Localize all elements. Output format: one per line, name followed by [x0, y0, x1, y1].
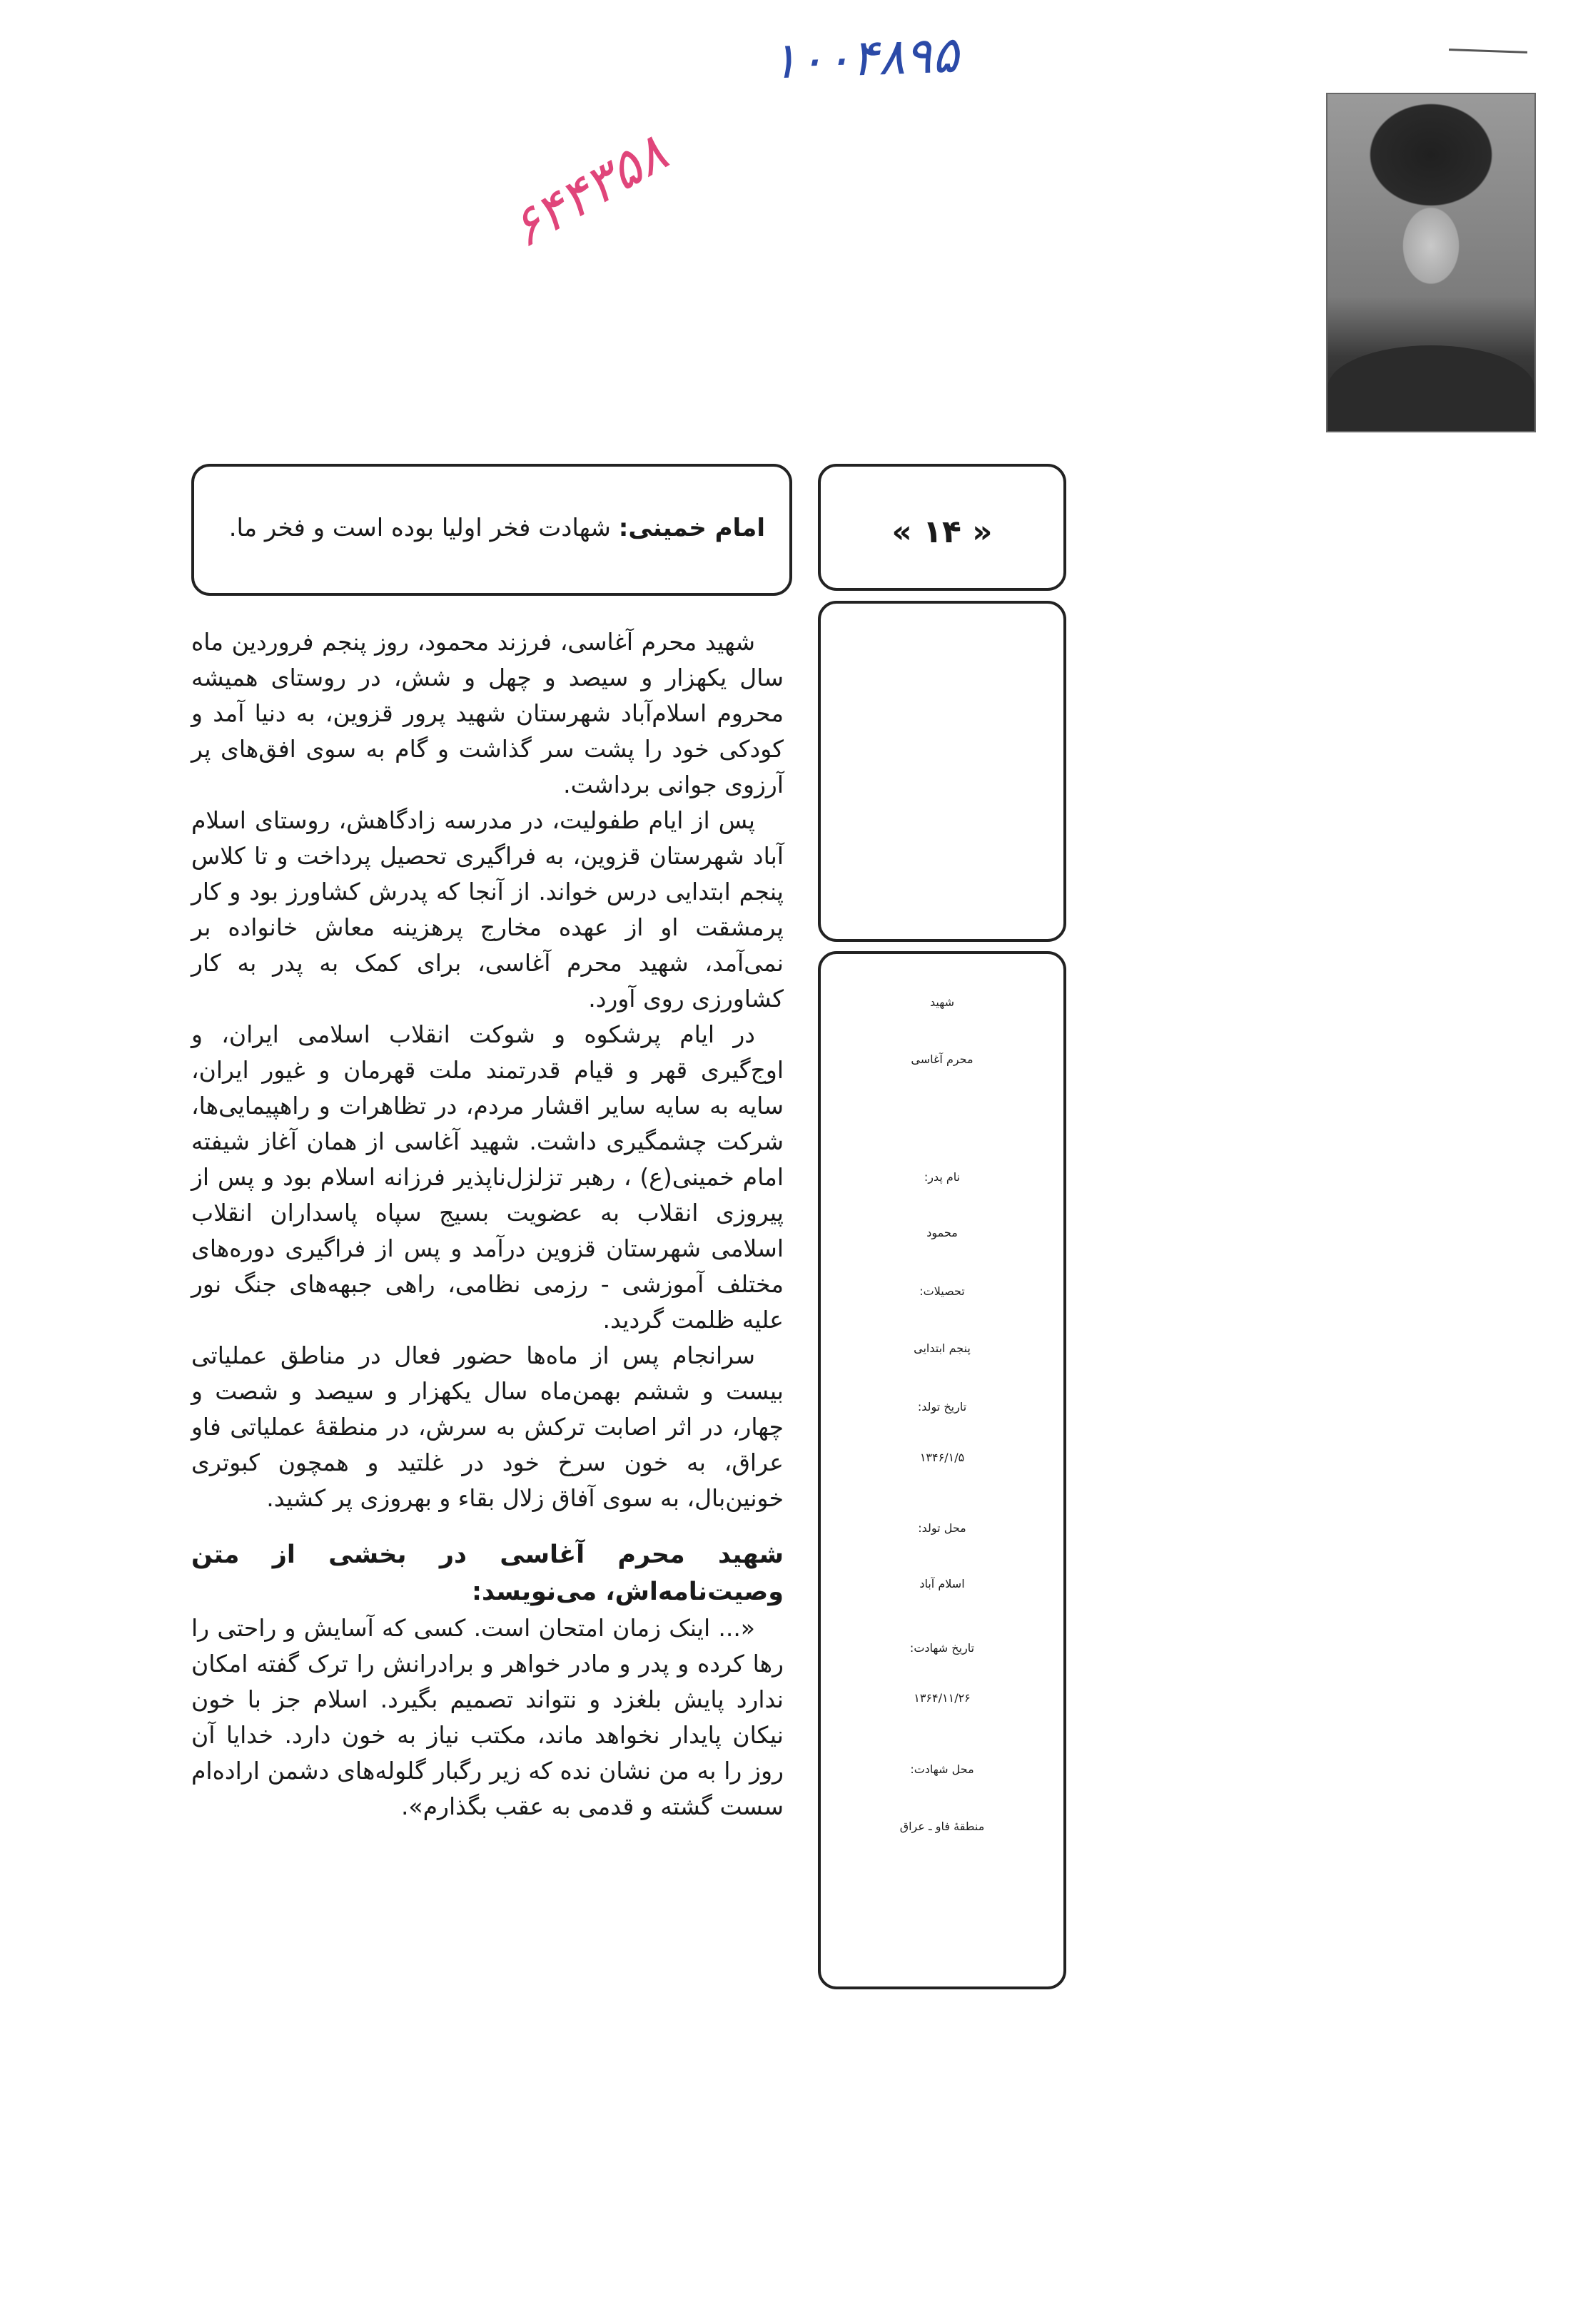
quote-speaker: امام خمینی: [618, 514, 765, 542]
biography-paragraph-4: سرانجام پس از ماه‌ها حضور فعال در مناطق عملیاتی بیست و ششم بهمن‌ماه سال یکهزار و سیصد و شصت و چهار، در اثر اصابت ترکش به سرش، در منطقهٔ عملیاتی فاو عراق، به خون سرخ خود در غلتید و همچون کبوتری خونین‌بال، به سوی آفاق زلال بقاء و بهروزی پر کشید. [191, 1341, 784, 1512]
khomeini-quote [229, 514, 765, 542]
father-value: محمود [926, 1226, 958, 1239]
birth-place-label: محل تولد: [918, 1521, 966, 1535]
martyrdom-date-value: ۱۳۶۴/۱۱/۲۶ [914, 1691, 971, 1705]
will-text: «... اینک زمان امتحان است. کسی که آسایش و راحتی را رها کرده و پدر و مادر خواهر و برادرانش را ترک گفته امکان ندارد پایش بلغزد و نتواند تصمیم بگیرد. اسلام جز با خون نیکان پایدار نخواهد ماند، مکتب نیاز به خون دارد. خدایا آن روز را به من نشان نده که زیر رگبار گلوله‌های دشمن اراده‌ام سست گشته و قدمی به عقب بگذارم». [191, 1614, 784, 1820]
handwritten-blue-number: ۱۰۰۴۸۹۵ [769, 25, 960, 91]
info-title-line2: محرم آغاسی [911, 1052, 974, 1066]
martyrdom-date-label: تاریخ شهادت: [909, 1641, 975, 1655]
will-heading: شهید محرم آغاسی در بخشی از متن وصیت‌نامه‌اش، می‌نویسد: [191, 1541, 784, 1606]
quote-body: شهادت فخر اولیا بوده است و فخر ما. [228, 514, 619, 542]
empty-side-box [818, 601, 1066, 942]
biography-text [191, 624, 784, 1825]
info-box [818, 951, 1066, 1989]
handwritten-red-number: ۶۴۴۳۵۸ [500, 121, 678, 260]
education-value: پنجم ابتدایی [914, 1341, 971, 1355]
biography-paragraph-3: در ایام پرشکوه و شوکت انقلاب اسلامی ایران، و اوج‌گیری قهر و قیام قدرتمند ملت قهرمان و غیور ایران، سایه به سایه سایر اقشار مردم، در تظاهرات و راهپیمایی‌ها، شرکت چشمگیری داشت. شهید آغاسی از همان آغاز شیفته امام خمینی(ع) ، رهبر تزلزل‌ناپذیر فرزانه اسلام بود و پس از پیروزی انقلاب به عضویت بسیج سپاه پاسداران انقلاب اسلامی شهرستان قزوین درآمد و پس از فراگیری دوره‌های مختلف آموزشی - رزمی نظامی، راهی جبهه‌های جنگ نور علیه ظلمت گردید. [191, 1020, 784, 1334]
entry-number: « ۱۴ » [891, 514, 993, 550]
corner-divider [1449, 49, 1527, 54]
biography-paragraph-1: شهید محرم آغاسی، فرزند محمود، روز پنجم فروردین ماه سال یکهزار و سیصد و چهل و شش، در روستای همیشه محروم اسلام‌آباد شهرستان شهید پرور قزوین، به دنیا آمد و کودکی خود را پشت سر گذاشت و گام به سوی افق‌های پر آرزوی جوانی برداشت. [191, 628, 784, 798]
birth-place-value: اسلام آباد [919, 1577, 965, 1590]
martyr-portrait-photo [1326, 93, 1536, 432]
portrait-shirt [1328, 345, 1534, 431]
education-label: تحصیلات: [919, 1284, 965, 1298]
martyrdom-place-label: محل شهادت: [910, 1762, 974, 1776]
birth-date-label: تاریخ تولد: [917, 1400, 967, 1414]
info-title-line1: شهید [929, 995, 954, 1009]
biography-paragraph-2: پس از ایام طفولیت، در مدرسه زادگاهش، روستای اسلام آباد شهرستان قزوین، به فراگیری تحصیل پرداخت و تا کلاس پنجم ابتدایی درس خواند. از آنجا که پدرش کشاورز بود و کار پرمشقت او از عهده مخارج پرهزینه معاش خانواده بر نمی‌آمد، شهید محرم آغاسی، برای کمک به پدر به کار کشاورزی روی آورد. [191, 806, 784, 1013]
father-label: نام پدر: [924, 1170, 961, 1184]
martyrdom-place-value: منطقهٔ فاو ـ عراق [899, 1820, 985, 1833]
birth-date-value: ۱۳۴۶/۱/۵ [919, 1451, 965, 1464]
